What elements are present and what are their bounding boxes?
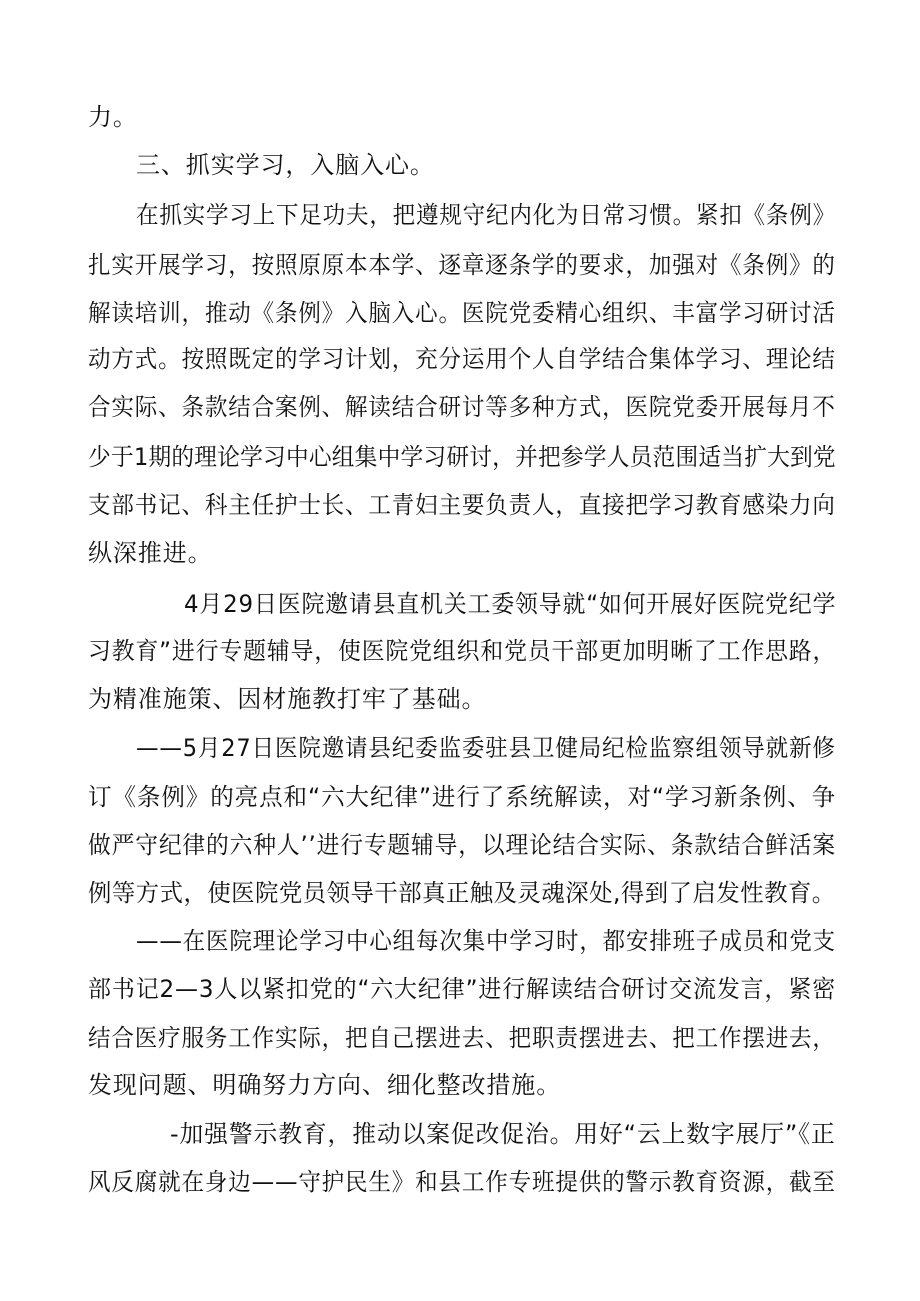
paragraph-line: 动方式。按照既定的学习计划，充分运用个人自学结合集体学习、理论结 xyxy=(88,345,836,373)
paragraph-line: 力。 xyxy=(88,103,138,131)
paragraph-line: 订《条例》的亮点和“六大纪律”进行了系统解读，对“学习新条例、争 xyxy=(88,783,837,811)
paragraph-line: 4月29日医院邀请县直机关工委领导就“如何开展好医院党纪学 xyxy=(184,590,837,618)
section-heading: 三、抓实学习，入脑入心。 xyxy=(136,151,435,179)
paragraph-line: 做严守纪律的六种人’’进行专题辅导，以理论结合实际、条款结合鲜活案 xyxy=(88,831,836,859)
paragraph-line: 风反腐就在身边——守护民生》和县工作专班提供的警示教育资源，截至 xyxy=(88,1168,836,1196)
paragraph-line: 合实际、条款结合案例、解读结合研讨等多种方式，医院党委开展每月不 xyxy=(88,393,836,421)
paragraph-line: 部书记2—3人以紧扣党的“六大纪律”进行解读结合研讨交流发言，紧密 xyxy=(88,975,837,1003)
paragraph-line: 在抓实学习上下足功夫，把遵规守纪内化为日常习惯。紧扣《条例》 xyxy=(136,201,837,229)
paragraph-line: 解读培训，推动《条例》入脑入心。医院党委精心组织、丰富学习研讨活 xyxy=(88,299,836,327)
paragraph-line: ——5月27日医院邀请县纪委监委驻县卫健局纪检监察组领导就新修 xyxy=(136,734,836,762)
paragraph-line: ——在医院理论学习中心组每次集中学习时，都安排班子成员和党支 xyxy=(136,927,837,955)
paragraph-line: 发现问题、明确努力方向、细化整改措施。 xyxy=(88,1071,562,1099)
paragraph-line: 纵深推进。 xyxy=(88,539,213,567)
paragraph-line: 结合医疗服务工作实际，把自己摆进去、把职责摆进去、把工作摆进去， xyxy=(88,1024,836,1052)
paragraph-line: 支部书记、科主任护士长、工青妇主要负责人，直接把学习教育感染力向 xyxy=(88,491,836,519)
paragraph-line: -加强警示教育，推动以案促改促治。用好“云上数字展厅”《正 xyxy=(170,1120,836,1148)
paragraph-line: 例等方式，使医院党员领导干部真正触及灵魂深处,得到了启发性教育。 xyxy=(88,879,836,907)
paragraph-line: 扎实开展学习，按照原原本本学、逐章逐条学的要求，加强对《条例》的 xyxy=(88,251,836,279)
paragraph-line: 习教育”进行专题辅导，使医院党组织和党员干部更加明晰了工作思路， xyxy=(88,637,837,665)
paragraph-line: 为精准施策、因材施教打牢了基础。 xyxy=(88,685,487,713)
paragraph-line: 少于1期的理论学习中心组集中学习研讨，并把参学人员范围适当扩大到党 xyxy=(88,443,836,471)
